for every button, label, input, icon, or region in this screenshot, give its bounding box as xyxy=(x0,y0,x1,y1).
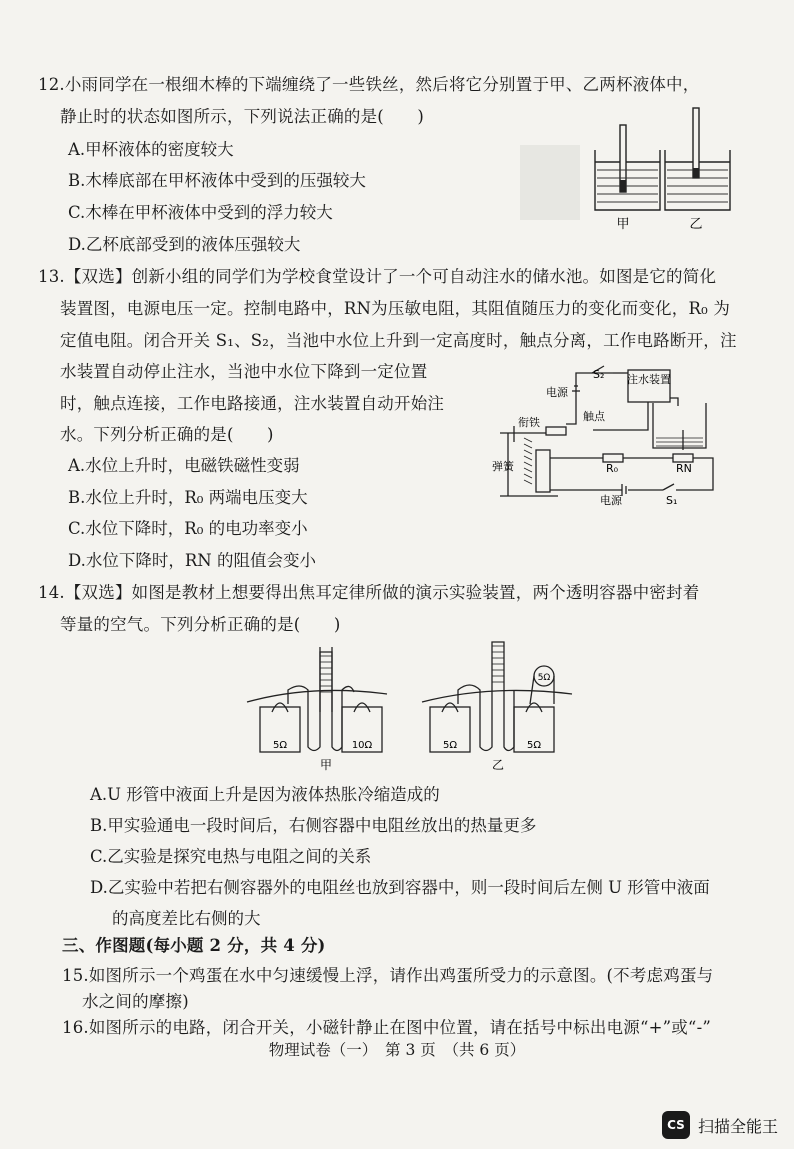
q14-option-d-cont: 的高度差比右侧的大 xyxy=(112,909,261,928)
label-r0: R₀ xyxy=(606,462,619,475)
label-spring: 弹簧 xyxy=(492,460,514,473)
label-res-jia-left: 5Ω xyxy=(272,740,288,751)
q12-option-a: A.甲杯液体的密度较大 xyxy=(68,140,234,159)
label-jia: 甲 xyxy=(616,217,630,232)
label-res-yi-left: 5Ω xyxy=(442,740,458,751)
q14-stem-line2: 等量的空气。下列分析正确的是( ) xyxy=(60,615,341,634)
label-jia: 甲 xyxy=(319,758,333,772)
q13-stem-line4: 水装置自动停止注水，当池中水位下降到一定位置 xyxy=(60,362,428,381)
label-s1: S₁ xyxy=(666,494,678,507)
q16-stem-line1: 16.如图所示的电路，闭合开关，小磁针静止在图中位置，请在括号中标出电源“+”或“-” xyxy=(62,1018,711,1037)
q14-stem-line1: 14.【双选】如图是教材上想要得出焦耳定律所做的演示实验装置，两个透明容器中密封着 xyxy=(38,583,700,602)
q13-stem-line6: 水。下列分析正确的是( ) xyxy=(60,425,274,444)
label-yi: 乙 xyxy=(689,217,703,232)
q13-stem-line5: 时，触点连接，工作电路接通，注水装置自动开始注 xyxy=(60,394,445,413)
label-power-top: 电源 xyxy=(546,386,568,399)
page-footer: 物理试卷（一） 第 3 页 （共 6 页） xyxy=(268,1041,526,1059)
q12-option-c: C.木棒在甲杯液体中受到的浮力较大 xyxy=(68,203,333,222)
q13-stem-line3: 定值电阻。闭合开关 S₁、S₂，当池中水位上升到一定高度时，触点分离，工作电路断开，注 xyxy=(60,331,737,350)
q13-option-c: C.水位下降时，R₀ 的电功率变小 xyxy=(68,519,308,538)
scanner-watermark xyxy=(662,1111,778,1139)
q14-option-a: A.U 形管中液面上升是因为液体热胀冷缩造成的 xyxy=(90,785,440,804)
q14-joule-figure xyxy=(242,632,592,772)
label-injector: 注水装置 xyxy=(627,373,671,386)
label-res-jia-right: 10Ω xyxy=(351,740,373,751)
label-armature: 衔铁 xyxy=(518,416,540,429)
q12-beakers-figure xyxy=(515,100,745,235)
q14-option-b: B.甲实验通电一段时间后，右侧容器中电阻丝放出的热量更多 xyxy=(90,816,537,835)
q14-option-c: C.乙实验是探究电热与电阻之间的关系 xyxy=(90,847,372,866)
scanner-name: 扫描全能王 xyxy=(697,1116,778,1136)
label-contact: 触点 xyxy=(583,410,605,423)
q13-option-b: B.水位上升时，R₀ 两端电压变大 xyxy=(68,488,308,507)
label-res-yi-right: 5Ω xyxy=(526,740,542,751)
section3-title: 三、作图题(每小题 2 分，共 4 分) xyxy=(62,936,326,955)
label-res-yi-outside: 5Ω xyxy=(537,673,551,683)
label-s2: S₂ xyxy=(593,368,605,381)
q13-stem-line1: 13.【双选】创新小组的同学们为学校食堂设计了一个可自动注水的储水池。如图是它的简化 xyxy=(38,267,717,286)
q13-circuit-figure xyxy=(488,358,728,508)
q12-stem-line2: 静止时的状态如图所示，下列说法正确的是( ) xyxy=(60,107,424,126)
q14-option-d: D.乙实验中若把右侧容器外的电阻丝也放到容器中，则一段时间后左侧 U 形管中液面 xyxy=(90,878,710,897)
scanner-logo-icon: CS xyxy=(662,1111,690,1139)
q12-stem-line1: 12.小雨同学在一根细木棒的下端缠绕了一些铁丝，然后将它分别置于甲、乙两杯液体中， xyxy=(38,75,700,94)
q15-stem-line1: 15.如图所示一个鸡蛋在水中匀速缓慢上浮，请作出鸡蛋所受力的示意图。(不考虑鸡蛋与 xyxy=(62,966,714,985)
label-power-bottom: 电源 xyxy=(600,494,622,507)
q13-option-a: A.水位上升时，电磁铁磁性变弱 xyxy=(68,456,300,475)
q15-stem-line2: 水之间的摩擦) xyxy=(82,992,189,1011)
label-yi: 乙 xyxy=(491,758,505,772)
q12-option-b: B.木棒底部在甲杯液体中受到的压强较大 xyxy=(68,171,366,190)
label-rn: RN xyxy=(676,462,692,475)
q13-stem-line2: 装置图，电源电压一定。控制电路中，RN为压敏电阻，其阻值随压力的变化而变化，R₀ 为 xyxy=(60,299,731,318)
q12-option-d: D.乙杯底部受到的液体压强较大 xyxy=(68,235,301,254)
q13-option-d: D.水位下降时，RN 的阻值会变小 xyxy=(68,551,316,570)
